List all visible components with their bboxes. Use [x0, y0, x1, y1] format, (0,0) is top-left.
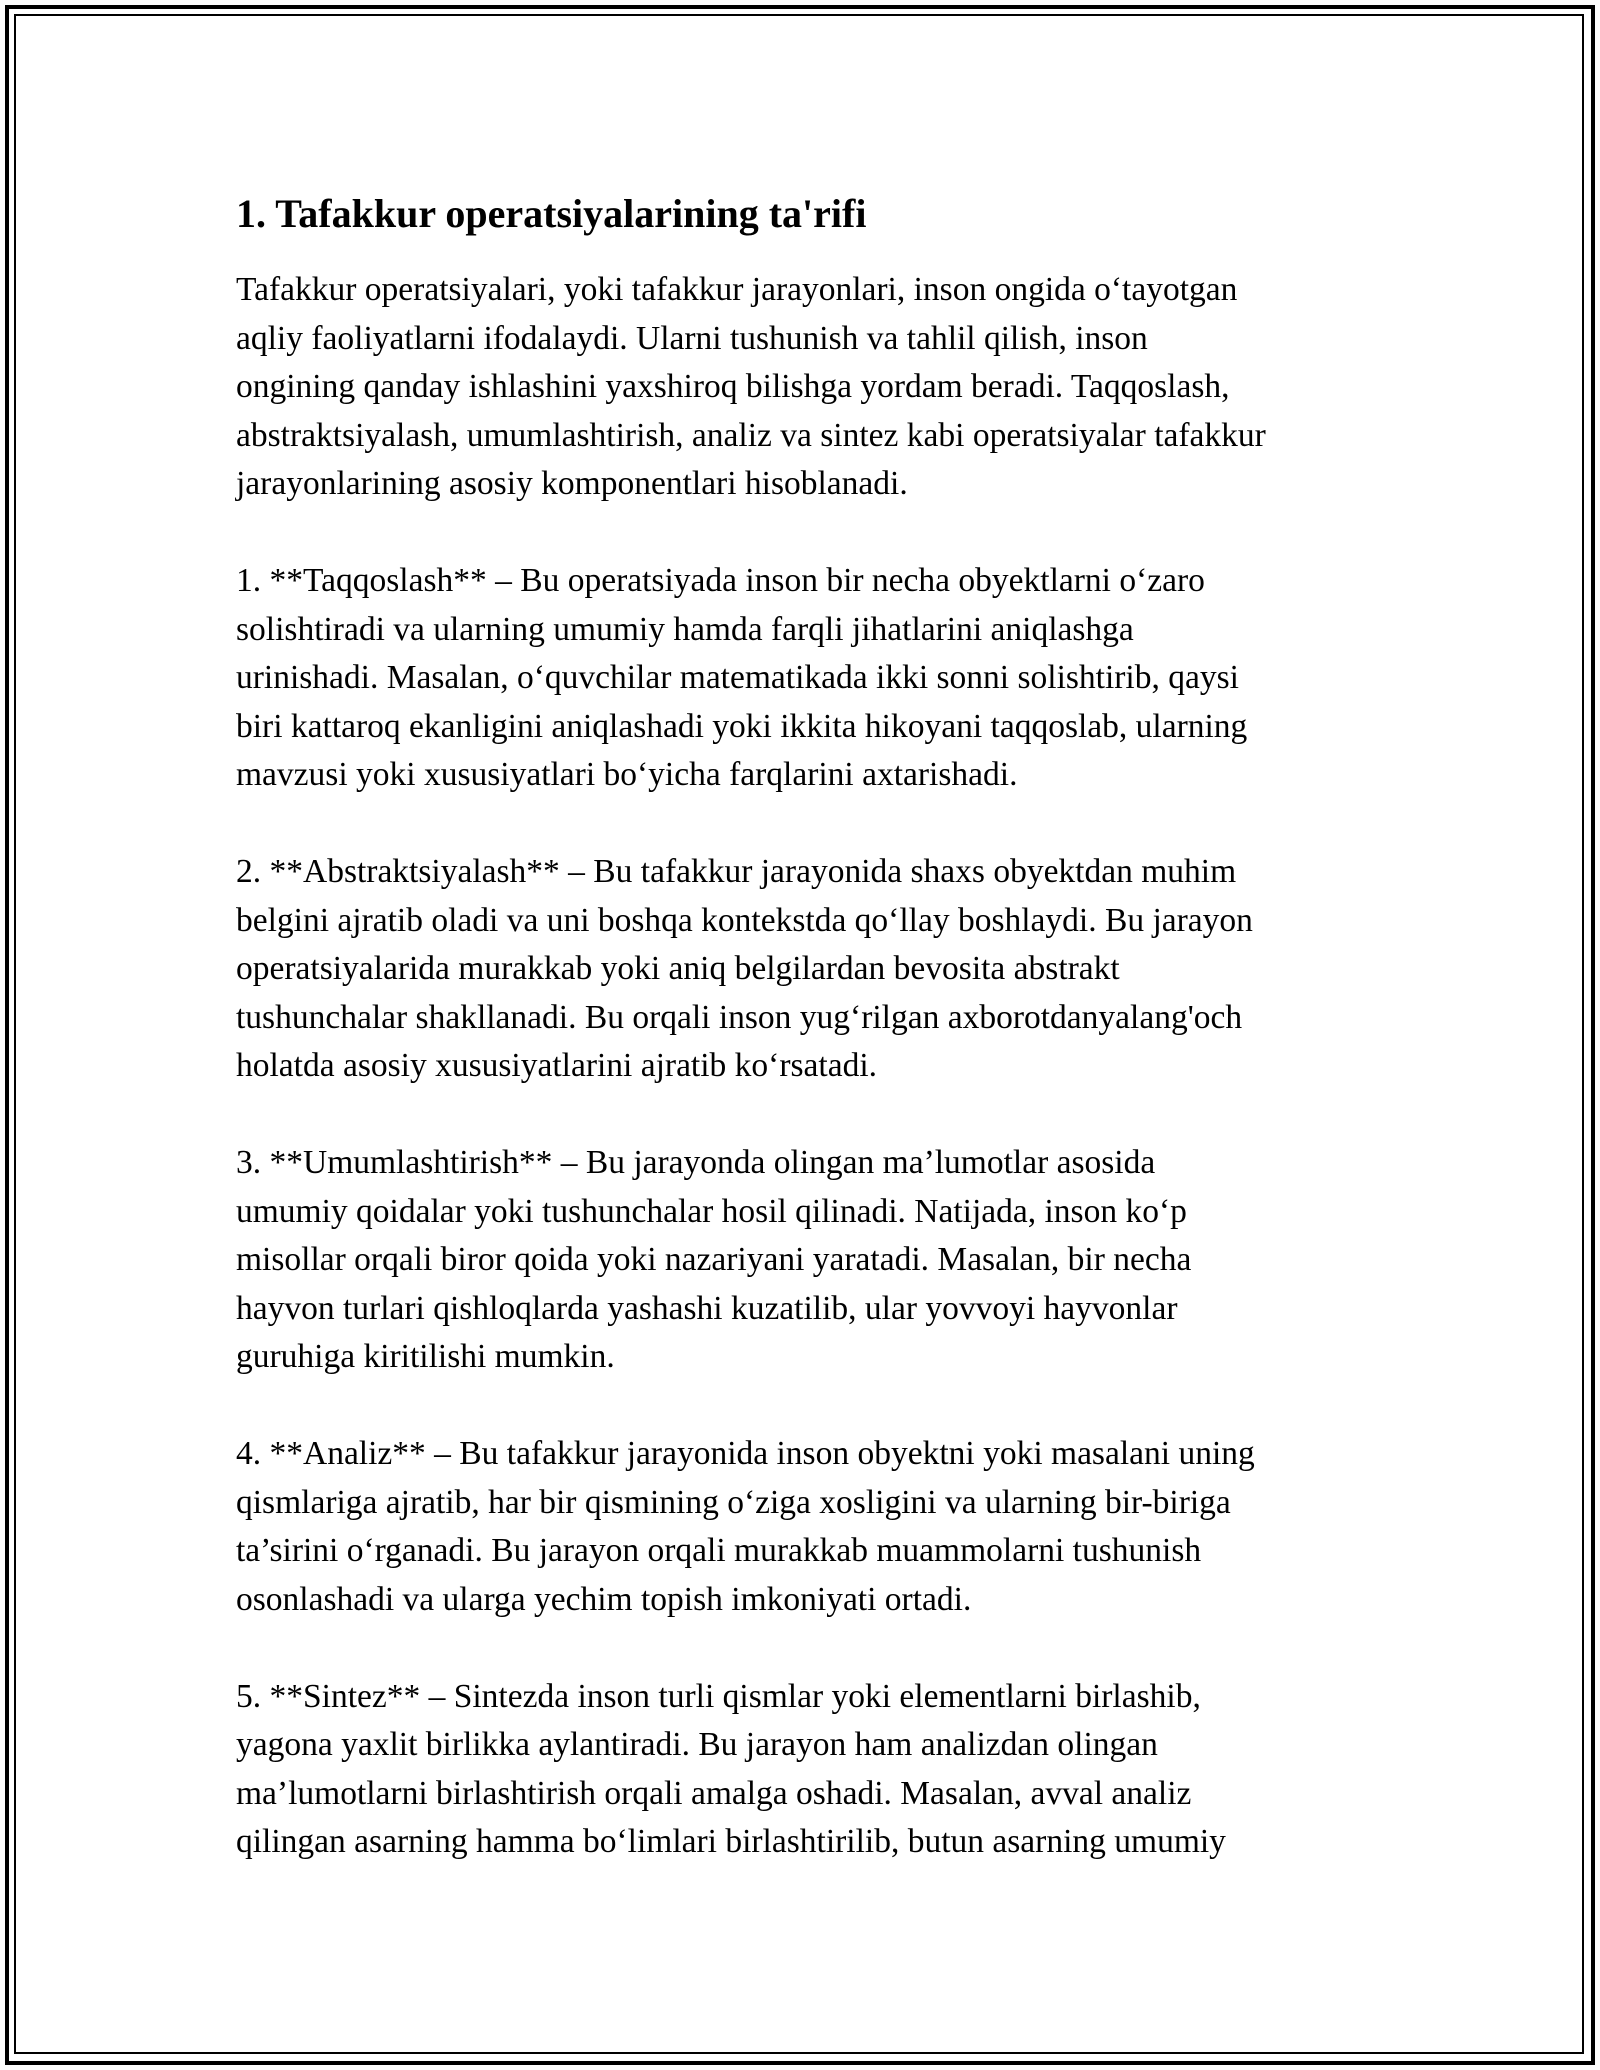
text-line: guruhiga kiritilishi mumkin. — [236, 1338, 615, 1375]
paragraph-umumlashtirish — [236, 1139, 1376, 1382]
text-line: holatda asosiy xususiyatlarini ajratib ko‘rsatadi. — [236, 1047, 877, 1084]
text-line: tushunchalar shakllanadi. Bu orqali inson yug‘rilgan axborotdanyalang'och — [236, 998, 1243, 1036]
text-line: ongining qanday ishlashini yaxshiroq bilishga yordam beradi. Taqqoslash, — [236, 368, 1230, 405]
paragraph-taqqoslash — [236, 557, 1376, 800]
text-line: aqliy faoliyatlarni ifodalaydi. Ularni tushunish va tahlil qilish, inson — [236, 319, 1148, 357]
text-line: ma’lumotlarni birlashtirish orqali amalga oshadi. Masalan, avval analiz — [236, 1774, 1192, 1812]
document-body — [236, 188, 1376, 1915]
text-line: abstraktsiyalash, umumlashtirish, analiz va sintez kabi operatsiyalar tafakkur — [236, 416, 1266, 454]
text-line: 3. **Umumlashtirish** – Bu jarayonda olingan ma’lumotlar asosida — [236, 1144, 1156, 1181]
text-line: qismlariga ajratib, har bir qismining o‘ziga xosligini va ularning bir-biriga — [236, 1483, 1231, 1521]
text-line: biri kattaroq ekanligini aniqlashadi yoki ikkita hikoyani taqqoslab, ularning — [236, 707, 1248, 745]
text-line: 4. **Analiz** – Bu tafakkur jarayonida inson obyektni yoki masalani uning — [236, 1435, 1255, 1472]
page-title: 1. Tafakkur operatsiyalarining ta'rifi — [236, 191, 867, 236]
text-line: qilingan asarning hamma bo‘limlari birlashtirilib, butun asarning umumiy — [236, 1823, 1226, 1860]
paragraph-sintez — [236, 1673, 1376, 1867]
text-line: 1. **Taqqoslash** – Bu operatsiyada inson bir necha obyektlarni o‘zaro — [236, 562, 1205, 599]
text-line: operatsiyalarida murakkab yoki aniq belgilardan bevosita abstrakt — [236, 950, 1120, 987]
text-line: Tafakkur operatsiyalari, yoki tafakkur jarayonlari, inson ongida o‘tayotgan — [236, 271, 1238, 308]
text-line: 5. **Sintez** – Sintezda inson turli qismlar yoki elementlarni birlashib, — [236, 1677, 1201, 1715]
text-line: jarayonlarining asosiy komponentlari hisoblanadi. — [236, 465, 908, 502]
paragraph-abstraktsiyalash — [236, 848, 1376, 1091]
paragraph-intro — [236, 266, 1376, 509]
text-line: misollar orqali biror qoida yoki nazariyani yaratadi. Masalan, bir necha — [236, 1241, 1192, 1278]
text-line: umumiy qoidalar yoki tushunchalar hosil qilinadi. Natijada, inson ko‘p — [236, 1192, 1187, 1230]
text-line: ta’sirini o‘rganadi. Bu jarayon orqali murakkab muammolarni tushunish — [236, 1532, 1202, 1569]
text-line: belgini ajratib oladi va uni boshqa kontekstda qo‘llay boshlaydi. Bu jarayon — [236, 901, 1253, 939]
text-line: osonlashadi va ularga yechim topish imkoniyati ortadi. — [236, 1580, 972, 1618]
text-line: hayvon turlari qishloqlarda yashashi kuzatilib, ular yovvoyi hayvonlar — [236, 1289, 1178, 1327]
text-line: 2. **Abstraktsiyalash** – Bu tafakkur jarayonida shaxs obyektdan muhim — [236, 853, 1237, 890]
text-line: urinishadi. Masalan, o‘quvchilar matematikada ikki sonni solishtirib, qaysi — [236, 659, 1239, 696]
paragraph-analiz — [236, 1430, 1376, 1624]
text-line: mavzusi yoki xususiyatlari bo‘yicha farqlarini axtarishadi. — [236, 756, 1018, 793]
text-line: yagona yaxlit birlikka aylantiradi. Bu jarayon ham analizdan olingan — [236, 1726, 1158, 1763]
text-line: solishtiradi va ularning umumiy hamda farqli jihatlarini aniqlashga — [236, 610, 1134, 648]
